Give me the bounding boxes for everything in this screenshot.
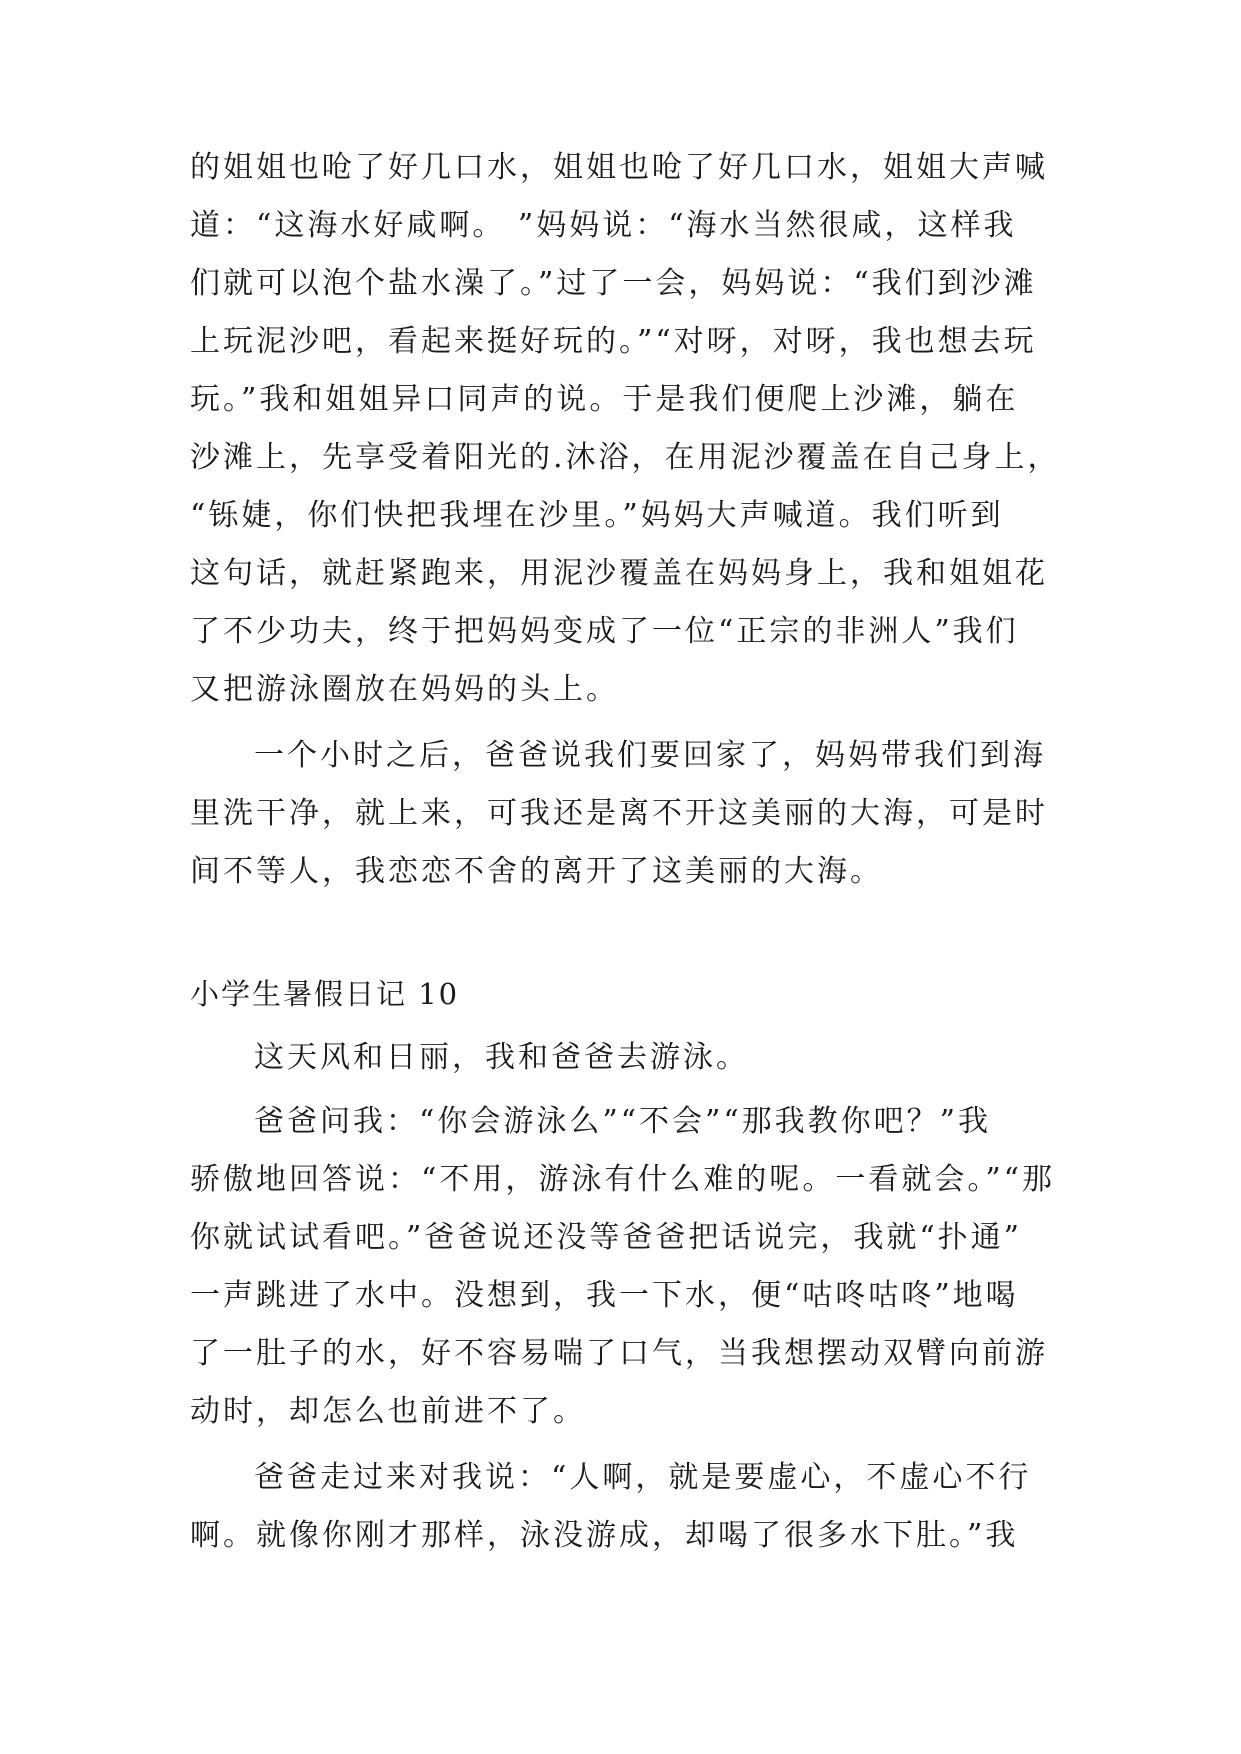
paragraph-line: 间不等人，我恋恋不舍的离开了这美丽的大海。 [190,854,883,889]
paragraph-line: 上玩泥沙吧，看起来挺好玩的。”“对呀，对呀，我也想去玩 [190,324,1037,359]
paragraph-line: 又把游泳圈放在妈妈的头上。 [190,672,619,707]
paragraph-line: “铄婕，你们快把我埋在沙里。”妈妈大声喊道。我们听到 [190,498,1004,533]
paragraph-line: 里洗干净，就上来，可我还是离不开这美丽的大海，可是时 [190,796,1048,831]
section-title: 小学生暑假日记 10 [190,977,460,1011]
paragraph-line: 爸爸走过来对我说：“人啊，就是要虚心，不虚心不行 [254,1460,1032,1495]
paragraph-line: 这句话，就赶紧跑来，用泥沙覆盖在妈妈身上，我和姐姐花 [190,556,1048,591]
paragraph-line: 一个小时之后，爸爸说我们要回家了，妈妈带我们到海 [254,738,1046,773]
paragraph-line: 沙滩上，先享受着阳光的.沐浴，在用泥沙覆盖在自己身上， [190,440,1061,475]
paragraph-line: 道：“这海水好咸啊。 ”妈妈说：“海水当然很咸，这样我 [190,208,1017,243]
paragraph-line: 动时，却怎么也前进不了。 [190,1394,586,1429]
paragraph-line: 一声跳进了水中。没想到，我一下水，便“咕咚咕咚”地喝 [190,1278,1019,1313]
paragraph-line: 玩。”我和姐姐异口同声的说。于是我们便爬上沙滩，躺在 [190,382,1019,417]
paragraph-line: 了一肚子的水，好不容易喘了口气，当我想摆动双臂向前游 [190,1336,1048,1371]
paragraph-line: 啊。就像你刚才那样，泳没游成，却喝了很多水下肚。”我 [190,1518,1019,1553]
paragraph-line: 这天风和日丽，我和爸爸去游泳。 [254,1040,749,1075]
paragraph-line: 爸爸问我：“你会游泳么”“不会”“那我教你吧？”我 [254,1104,992,1139]
paragraph-line: 你就试试看吧。”爸爸说还没等爸爸把话说完，我就“扑通” [190,1220,1023,1255]
paragraph-line: 们就可以泡个盐水澡了。”过了一会，妈妈说：“我们到沙滩 [190,266,1037,301]
paragraph-line: 骄傲地回答说：“不用，游泳有什么难的呢。一看就会。”“那 [190,1162,1056,1197]
paragraph-line: 的姐姐也呛了好几口水，姐姐也呛了好几口水，姐姐大声喊 [190,150,1048,185]
paragraph-line: 了不少功夫，终于把妈妈变成了一位“正宗的非洲人”我们 [190,614,1019,649]
